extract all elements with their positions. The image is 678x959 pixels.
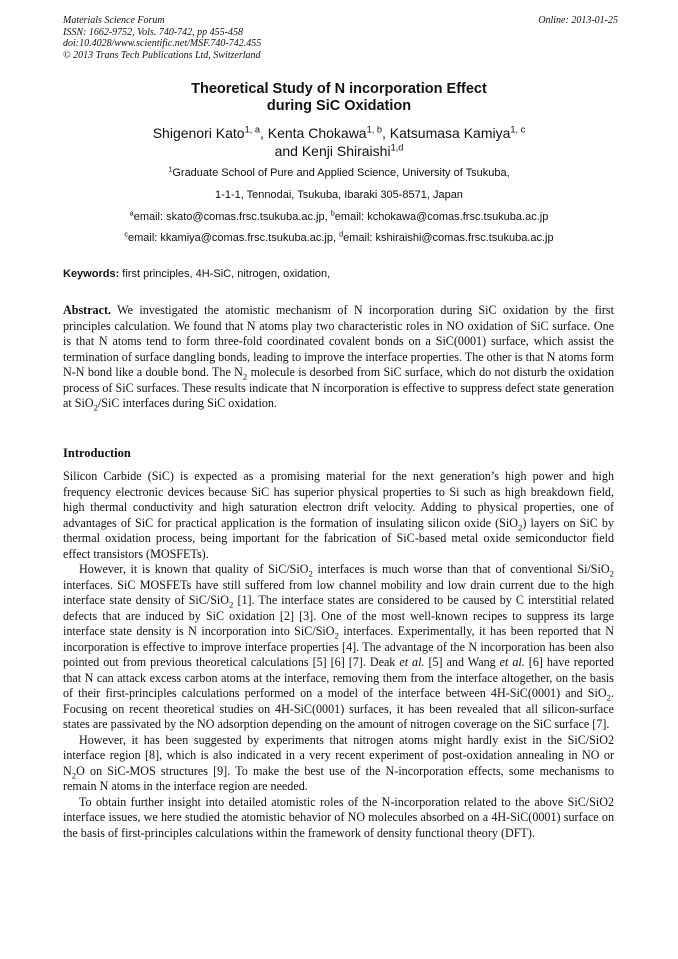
abstract — [63, 303, 614, 412]
subscript: 2 — [242, 371, 248, 382]
section-heading-introduction: Introduction — [63, 446, 131, 460]
email-line-1 — [63, 208, 615, 224]
paragraph-text: interfaces. Experimentally, it has been reported that N incorporation is effective to improve interface properties [4]. The advantage of the N incorporation has been also pointed out from previous theoretical calculations [5] [6] [7]. Deak — [63, 624, 614, 669]
email-link[interactable]: email: kchokawa@comas.frsc.tsukuba.ac.jp — [334, 211, 549, 223]
paragraph-text: interfaces. SiC MOSFETs have still suffered from low channel mobility and low drain current due to the high interface state density of SiC/SiO — [63, 577, 614, 607]
abstract-text: molecule is desorbed from SiC surface, which do not disturb the oxidation process of SiC surfaces. These results indicate that N incorporation is effective to suppress defect state generation at SiO — [63, 365, 614, 410]
paragraph-text: Silicon Carbide (SiC) is expected as a promising material for the next generation’s high power and high frequency electronic devices because SiC has superior physical properties to Si such as high breakdown field, high thermal conductivity and high saturation electron drift velocity. Adding to physical properties, one of advantages of SiC for practical application is the formation of insulating silicon oxide (SiO — [63, 469, 614, 530]
subscript: 2 — [606, 692, 611, 703]
abstract-text: /SiC interfaces during SiC oxidation. — [97, 396, 277, 410]
paragraph: To obtain further insight into detailed atomistic roles of the N-incorporation related to the above SiC/SiO2 interface issues, we here studied the atomistic behavior of NO molecules absorbed on a 4H-SiC(0001) surface on the basis of first-principles calculations within the framework of density functional theory (DFT). — [63, 794, 614, 840]
author-affil-mark: 1, c — [510, 124, 526, 135]
author-name: Katsumasa Kamiya — [389, 125, 511, 141]
paragraph-text: interfaces is much worse than that of conventional Si/SiO — [312, 562, 610, 576]
email-mark: d — [339, 229, 344, 239]
subscript: 2 — [334, 630, 339, 641]
keywords-label: Keywords: — [63, 268, 120, 280]
author-affil-mark: 1, b — [366, 124, 382, 135]
paragraph-text: [6] have reported that N can attack excess carbon atoms at the interface, removing them from the interface altogether, on the basis of their first-principles calculations performed on a model of the interface between 4H-SiC(0001) and SiO — [63, 655, 614, 700]
abstract-label: Abstract. — [63, 303, 112, 317]
paragraph-text: However, it is known that quality of SiC/SiO — [79, 562, 309, 576]
copyright-line: © 2013 Trans Tech Publications Ltd, Switzerland — [63, 49, 261, 61]
paragraph — [63, 469, 614, 562]
paragraph — [63, 733, 614, 795]
issn-line: ISSN: 1662-9752, Vols. 740-742, pp 455-458 — [63, 26, 243, 38]
italic-text: et al. — [499, 655, 525, 669]
email-link[interactable]: email: kshiraishi@comas.frsc.tsukuba.ac.jp — [343, 232, 554, 244]
affiliation-line-2: 1-1-1, Tennodai, Tsukuba, Ibaraki 305-8571, Japan — [215, 189, 463, 201]
paragraph-text: ) layers on SiC by thermal oxidation process, being important for the fabrication of SiC-based metal oxide semiconductor field effect transistors (MOSFETs). — [63, 515, 614, 561]
author-list: Shigenori Kato$^{1, a}$, Kenta Chokawa$^{1, b}$, Katsumasa Kamiya$^{1, c}$ and Kenji Shiraishi$^{1,d}$ — [152, 124, 526, 159]
affiliation-mark: 1 — [168, 164, 173, 174]
author-affil-mark: 1,d — [390, 142, 404, 153]
email-mark: a — [129, 208, 134, 218]
journal-header — [63, 15, 618, 61]
author-name: Shigenori Kato — [152, 125, 245, 141]
subscript: 2 — [308, 568, 313, 579]
email-mark: b — [330, 208, 335, 218]
email-mark: c — [124, 229, 129, 239]
paragraph-text: [1]. The interface states are considered to be caused by C interstitial related defects that are induced by SiC oxidation [2] [3]. One of the most well-known recipes to suppress its large interface state density is N incorporation into SiC/SiO — [63, 593, 614, 638]
abstract-text: We investigated the atomistic mechanism of N incorporation during SiC oxidation by the first principles calculation. We found that N atoms play two characteristic roles in NO oxidation of SiC surface. One is that N atoms tend to form three-fold coordinated covalent bonds on a SiC(0001) surface, which assist the termination of surface dangling bonds, leading to improve the interface properties. The other is that N atoms form N-N bond like a double bond. The N — [63, 303, 614, 379]
subscript: 2 — [609, 568, 614, 579]
journal-name: Materials Science Forum — [63, 15, 165, 26]
author-name: Kenta Chokawa — [267, 125, 367, 141]
email-link[interactable]: email: skato@comas.frsc.tsukuba.ac.jp, — [133, 211, 331, 223]
subscript: 2 — [71, 769, 77, 780]
keywords — [63, 268, 615, 280]
paragraph-text: [5] and Wang — [424, 655, 500, 669]
paragraph-text: However, it has been suggested by experiments that nitrogen atoms might hardly exist in the SiC/SiO2 interface region [8], which is also indicated in a very recent experiment of post-oxidation annealing in NO or N — [63, 732, 614, 778]
title-line-2: during SiC Oxidation — [266, 98, 412, 114]
introduction-body — [63, 469, 614, 841]
paper-title — [63, 81, 615, 115]
affiliation-line-1 — [63, 164, 615, 180]
author-name: and Kenji Shiraishi — [274, 143, 391, 159]
title-line-1: Theoretical Study of N incorporation Effect — [191, 81, 487, 97]
paragraph-text: . Focusing on recent theoretical studies on 4H-SiC(0001) surfaces, it has been revealed that all silicon-surface states are passivated by the NO adsorption depending on the amount of nitrogen coverage on the SiC surface [7]. — [63, 686, 614, 731]
subscript: 2 — [229, 599, 234, 610]
paragraph-text: O on SiC-MOS structures [9]. To make the best use of the N-incorporation effects, some mechanisms to remain N atoms in the interface region are needed. — [63, 763, 614, 793]
online-date: Online: 2013-01-25 — [538, 15, 618, 26]
italic-text: et al. — [399, 655, 425, 669]
doi-line: doi:10.4028/www.scientific.net/MSF.740-742.455 — [63, 38, 262, 49]
affiliation-text: Graduate School of Pure and Applied Science, University of Tsukuba, — [172, 167, 510, 179]
subscript: 2 — [517, 521, 523, 532]
author-affil-mark: 1, a — [244, 124, 260, 135]
subscript: 2 — [93, 402, 98, 413]
email-line-2 — [63, 229, 615, 245]
email-link[interactable]: email: kkamiya@comas.frsc.tsukuba.ac.jp, — [128, 232, 340, 244]
keywords-text: first principles, 4H-SiC, nitrogen, oxidation, — [119, 268, 331, 280]
paragraph — [63, 562, 614, 733]
